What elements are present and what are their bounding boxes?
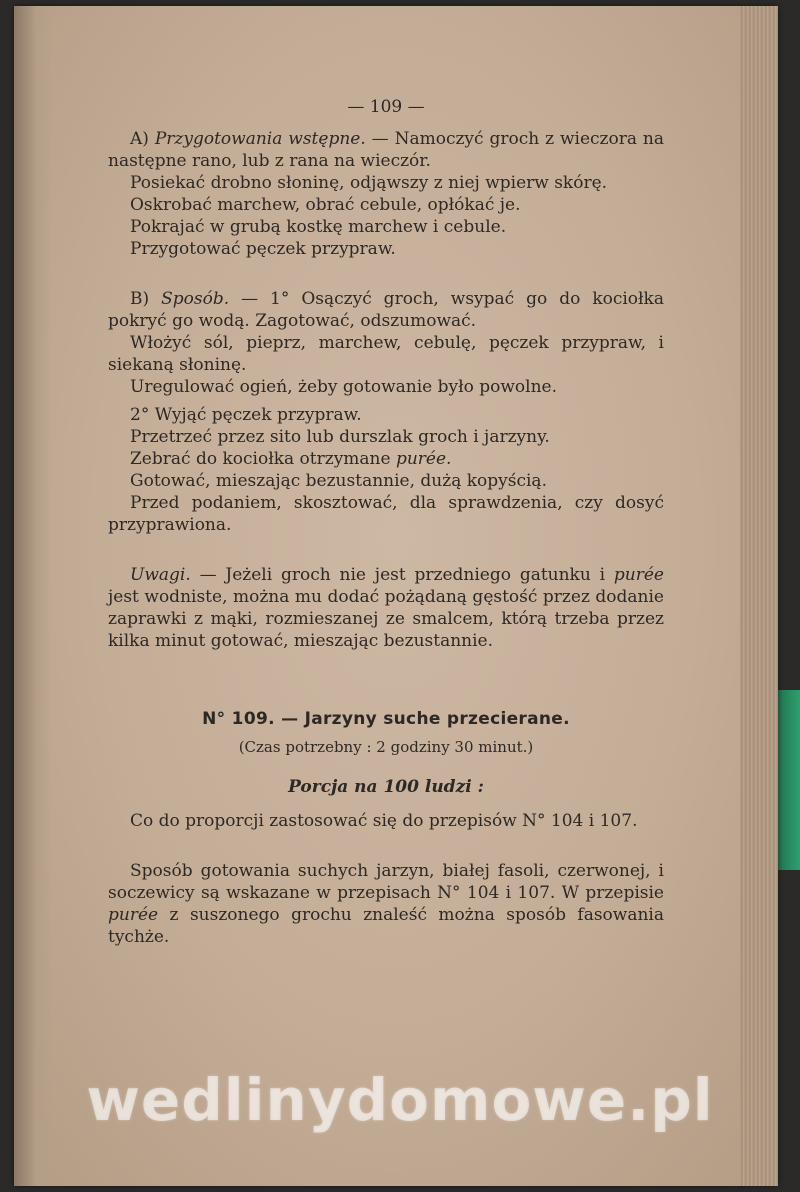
section-b-label: B) <box>130 289 150 309</box>
recipe-paragraph-2 <box>108 860 664 948</box>
section-a-line-4: Pokrajać w grubą kostkę marchew i cebule. <box>130 217 507 237</box>
remarks-paragraph <box>108 564 664 652</box>
page-text <box>108 96 664 948</box>
remarks-text-2: jest wodniste, można mu dodać pożądaną gęstość przez dodanie zaprawki z mąki, rozmieszanej ze smalcem, którą trzeba przez kilka minut gotować, mieszając bezustannie. <box>108 587 664 651</box>
section-b-step1-line-1: Włożyć sól, pieprz, marchew, cebulę, pęczek przypraw, i siekaną słoninę. <box>108 333 664 375</box>
section-b-step2-line-2 <box>108 448 664 470</box>
page-gutter-shadow <box>14 6 52 1186</box>
recipe-paragraph-2-a: Sposób gotowania suchych jarzyn, białej fasoli, czerwonej, i soczewicy są wskazane w przepisach N° 104 i 107. W przepisie <box>108 861 664 903</box>
section-b-title: Sposób. <box>161 289 230 309</box>
recipe-time: (Czas potrzebny : 2 godziny 30 minut.) <box>238 738 534 756</box>
section-a-line-1: — Namoczyć groch z wieczora na następne rano, lub z rana na wieczór. <box>108 129 665 171</box>
section-b-puree-word: purée. <box>395 449 452 469</box>
section-b-step2-line-3: Gotować, mieszając bezustannie, dużą kopyścią. <box>130 471 547 491</box>
section-b-step1-line-2: Uregulować ogień, żeby gotowanie było powolne. <box>130 377 558 397</box>
section-a-intro <box>108 128 664 172</box>
page-stack-edge <box>740 6 778 1186</box>
remarks-puree: purée <box>613 565 664 585</box>
recipe-heading <box>108 708 664 730</box>
section-a-line-5: Przygotować pęczek przypraw. <box>130 239 396 259</box>
page-number: — 109 — <box>347 97 425 117</box>
section-b-intro <box>108 288 664 332</box>
remarks-title: Uwagi. <box>130 565 191 585</box>
recipe-portion: Porcja na 100 ludzi : <box>288 777 484 797</box>
section-b-step2-line-1: Przetrzeć przez sito lub durszlak groch i jarzyny. <box>130 427 550 447</box>
watermark-text: wedlinydomowe.pl <box>86 1066 714 1134</box>
recipe-paragraph-1: Co do proporcji zastosować się do przepisów N° 104 i 107. <box>130 811 638 831</box>
section-a-label: A) <box>130 129 149 149</box>
section-b-step2-line-2-text: Zebrać do kociołka otrzymane <box>130 449 396 469</box>
recipe-title: — Jarzyny suche przecierane. <box>281 709 570 729</box>
section-b-step2-line-4: Przed podaniem, skosztować, dla sprawdzenia, czy dosyć przyprawiona. <box>108 493 664 535</box>
recipe-paragraph-2-b: z suszonego grochu znaleść można sposób fasowania tychże. <box>108 905 664 947</box>
recipe-number: N° 109. <box>202 709 275 729</box>
section-b-step2-first: 2° Wyjąć pęczek przypraw. <box>130 405 362 425</box>
section-a-line-3: Oskrobać marchew, obrać cebule, opłókać je. <box>130 195 521 215</box>
section-a-line-2: Posiekać drobno słoninę, odjąwszy z niej wpierw skórę. <box>130 173 608 193</box>
section-b-step1-first: — 1° Osączyć groch, wsypać go do kociołka pokryć go wodą. Zagotować, odszumować. <box>108 289 664 331</box>
recipe-paragraph-2-puree: purée <box>108 905 159 925</box>
section-a-title: Przygotowania wstępne. <box>154 129 366 149</box>
remarks-text-1: — Jeżeli groch nie jest przedniego gatunku i <box>190 565 614 585</box>
